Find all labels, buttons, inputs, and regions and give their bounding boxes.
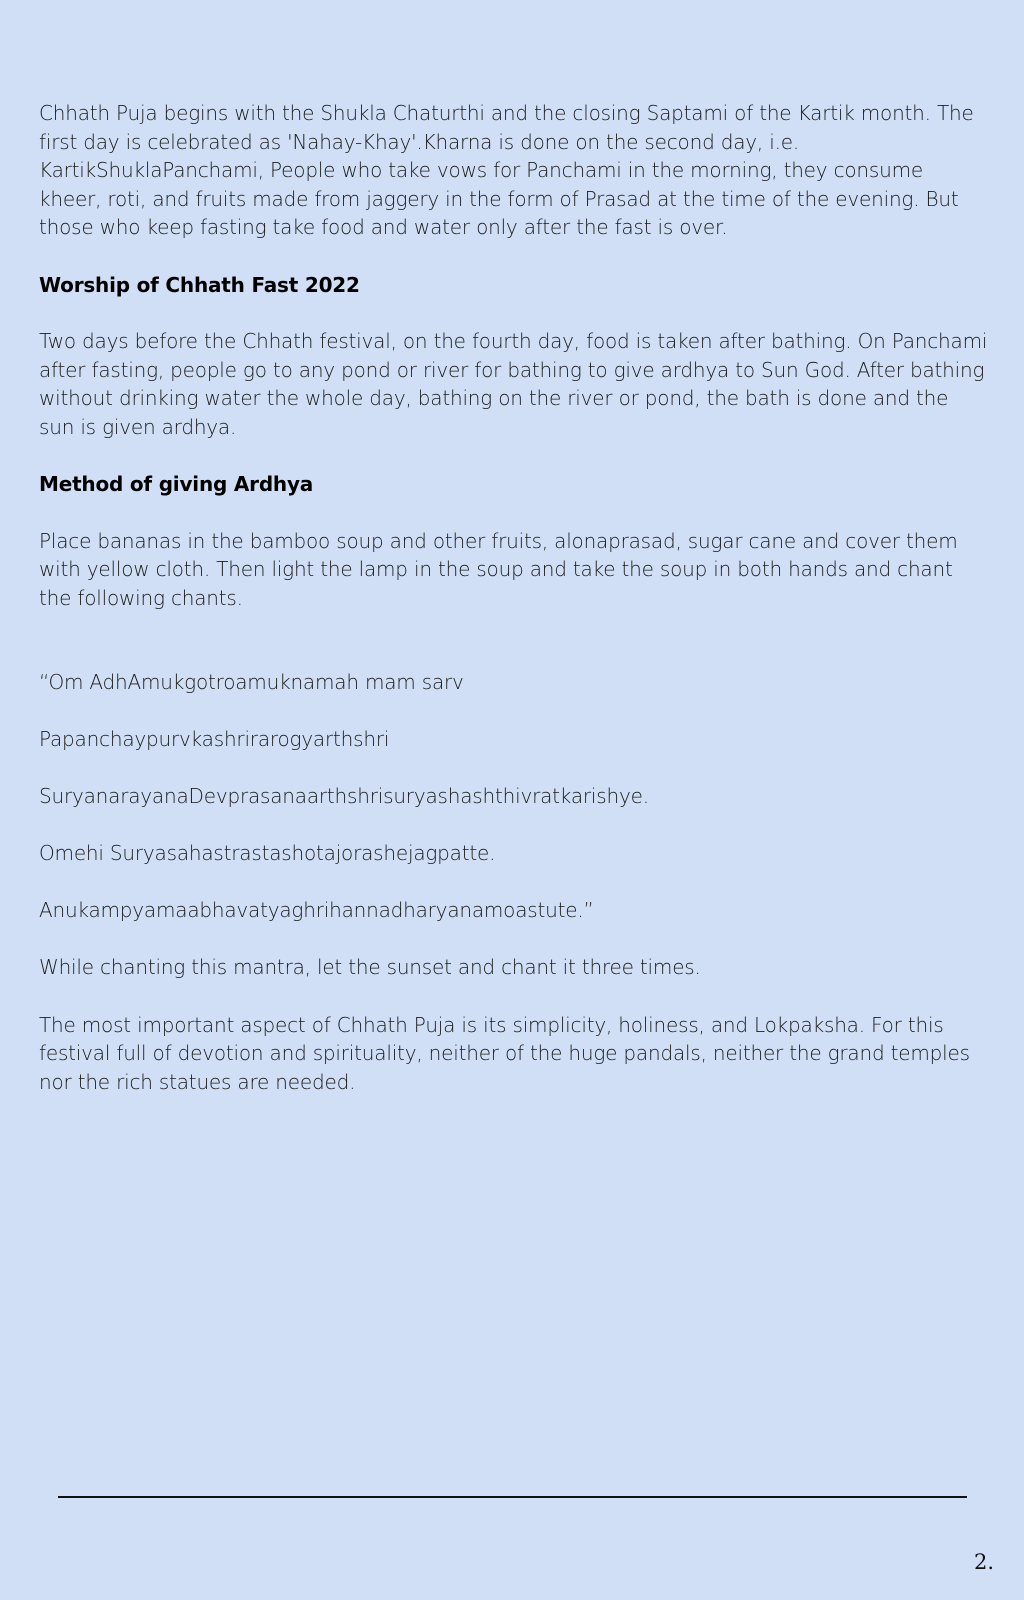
intro-paragraph: Chhath Puja begins with the Shukla Chaturthi and the closing Saptami of the Kartik month. The first day is celebrated as 'Nahay-Khay'.Kharna is done on the second day, i.e. KartikShuklaPanchami, People who take vows for Panchami in the morning, they consume kheer, roti, and fruits made from jaggery in the form of Prasad at the time of the evening. But those who keep fasting take food and water only after the fast is over. [39, 101, 974, 239]
section-body-method: Place bananas in the bamboo soup and other fruits, alonaprasad, sugar cane and cover them with yellow cloth. Then light the lamp in the soup and take the soup in both hands and chant the following chants. [39, 528, 958, 610]
page-number: 2. [973, 1550, 994, 1574]
chant-line: Omehi Suryasahastrastashotajorashejagpatte. [39, 841, 496, 865]
chant-line: “Om AdhAmukgotroamuknamah mam sarv [39, 670, 464, 694]
section-heading-worship: Worship of Chhath Fast 2022 [39, 272, 360, 297]
document-body [39, 99, 989, 1125]
footer-divider [58, 1496, 967, 1498]
chant-line: SuryanarayanaDevprasanaarthshrisuryashashthivratkarishye. [39, 784, 649, 808]
after-chant-paragraph: While chanting this mantra, let the sunset and chant it three times. [39, 955, 701, 979]
closing-paragraph: The most important aspect of Chhath Puja is its simplicity, holiness, and Lokpaksha. For this festival full of devotion and spirituality, neither of the huge pandals, neither the grand temples nor the rich statues are needed. [39, 1012, 970, 1094]
chant-block [39, 668, 989, 925]
section-heading-method: Method of giving Ardhya [39, 472, 314, 496]
chant-line: Anukampyamaabhavatyaghrihannadharyanamoastute.” [39, 898, 594, 922]
section-body-worship: Two days before the Chhath festival, on the fourth day, food is taken after bathing. On Panchami after fasting, people go to any pond or river for bathing to give ardhya to Sun God. After bathing without drinking water the whole day, bathing on the river or pond, the bath is done and the sun is given ardhya. [39, 329, 988, 439]
chant-line: Papanchaypurvkashrirarogyarthshri [39, 727, 390, 751]
